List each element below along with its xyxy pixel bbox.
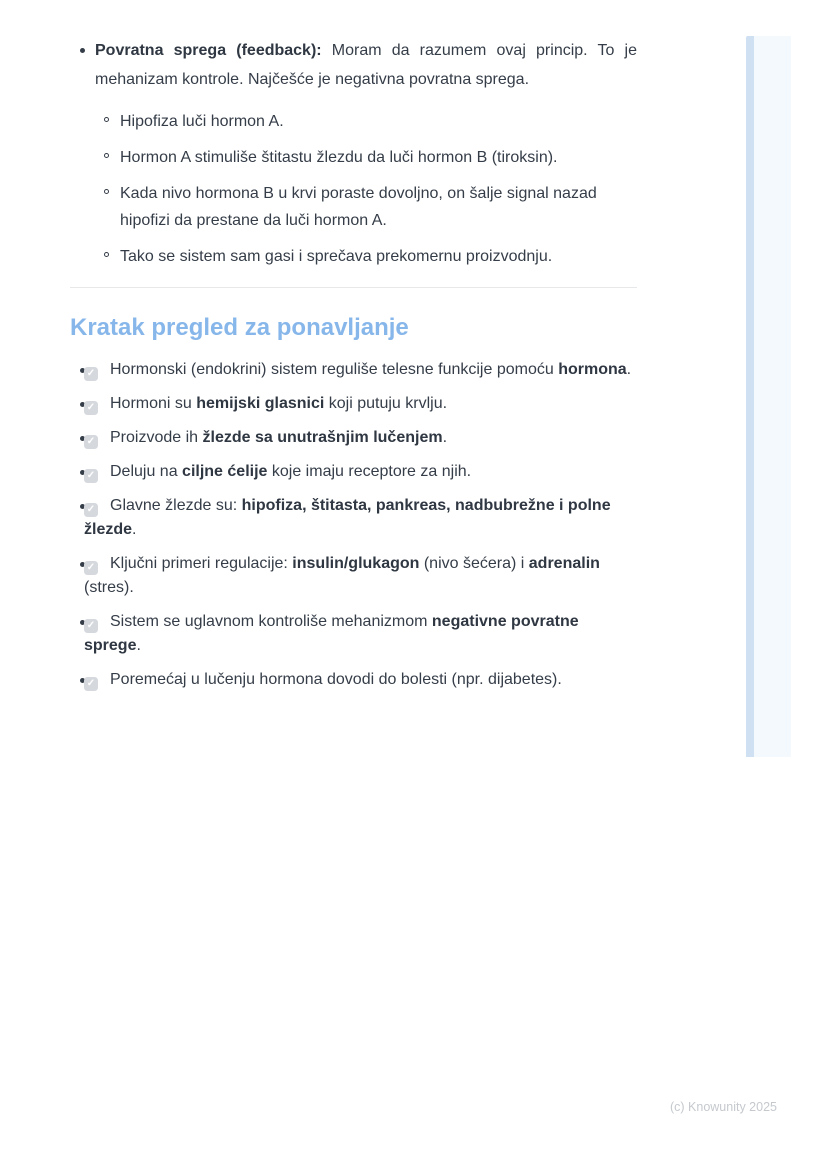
- sub-item-text: Tako se sistem sam gasi i sprečava prekomernu proizvodnju.: [120, 248, 553, 265]
- checklist-item-text: Proizvode ih žlezde sa unutrašnjim lučenjem.: [110, 429, 448, 446]
- checked-checkbox[interactable]: ✓: [84, 503, 98, 517]
- sub-item-text: Hormon A stimuliše štitastu žlezdu da luči hormon B (tiroksin).: [120, 149, 558, 166]
- bullet-circle-icon: [104, 117, 109, 122]
- checklist-item-text: Poremećaj u lučenju hormona dovodi do bolesti (npr. dijabetes).: [110, 671, 562, 688]
- adjacent-page-preview: [746, 36, 791, 757]
- bullet-circle-icon: [104, 153, 109, 158]
- checklist-item: [70, 426, 637, 450]
- checklist-item-text: Ključni primeri regulacije: insulin/glukagon (nivo šećera) i adrenalin (stres).: [84, 555, 600, 596]
- checklist-item-text: Deluju na ciljne ćelije koje imaju receptore za njih.: [110, 463, 472, 480]
- document-content: [70, 36, 637, 702]
- bullet-circle-icon: [104, 189, 109, 194]
- summary-check-list: [70, 358, 637, 692]
- bullet-dot-icon: [80, 48, 85, 53]
- section-divider: [70, 287, 637, 288]
- checklist-item-text: Hormoni su hemijski glasnici koji putuju krvlju.: [110, 395, 448, 412]
- list-item: [70, 180, 637, 234]
- feedback-sub-list: [70, 108, 637, 270]
- list-item: [70, 243, 637, 270]
- checked-checkbox[interactable]: ✓: [84, 677, 98, 691]
- checked-checkbox[interactable]: ✓: [84, 469, 98, 483]
- checklist-item: [70, 668, 637, 692]
- checklist-item-text: Glavne žlezde su: hipofiza, štitasta, pankreas, nadbubrežne i polne žlezde.: [84, 497, 611, 538]
- checked-checkbox[interactable]: ✓: [84, 561, 98, 575]
- feedback-list: [70, 36, 637, 94]
- sub-item-text: Hipofiza luči hormon A.: [120, 113, 284, 130]
- checked-checkbox[interactable]: ✓: [84, 435, 98, 449]
- checklist-item-text: Hormonski (endokrini) sistem reguliše telesne funkcije pomoću hormona.: [110, 361, 632, 378]
- checklist-item: [70, 552, 637, 600]
- checklist-item-text: Sistem se uglavnom kontroliše mehanizmom negativne povratne sprege.: [84, 613, 579, 654]
- checked-checkbox[interactable]: ✓: [84, 401, 98, 415]
- checklist-item: [70, 460, 637, 484]
- list-item: [70, 144, 637, 171]
- list-item: [70, 108, 637, 135]
- sub-item-text: Kada nivo hormona B u krvi poraste dovoljno, on šalje signal nazad hipofizi da prestane da luči hormon A.: [120, 185, 597, 229]
- list-item-feedback: [70, 36, 637, 94]
- section-heading: Kratak pregled za ponavljanje: [70, 314, 409, 341]
- bullet-circle-icon: [104, 252, 109, 257]
- checklist-item: [70, 494, 637, 542]
- checked-checkbox[interactable]: ✓: [84, 367, 98, 381]
- feedback-intro-text: Povratna sprega (feedback): Moram da razumem ovaj princip. To je mehanizam kontrole. Najčešće je negativna povratna sprega.: [95, 42, 637, 88]
- checklist-item: [70, 358, 637, 382]
- checklist-item: [70, 392, 637, 416]
- checked-checkbox[interactable]: ✓: [84, 619, 98, 633]
- copyright-footer: (c) Knowunity 2025: [669, 1100, 777, 1114]
- checklist-item: [70, 610, 637, 658]
